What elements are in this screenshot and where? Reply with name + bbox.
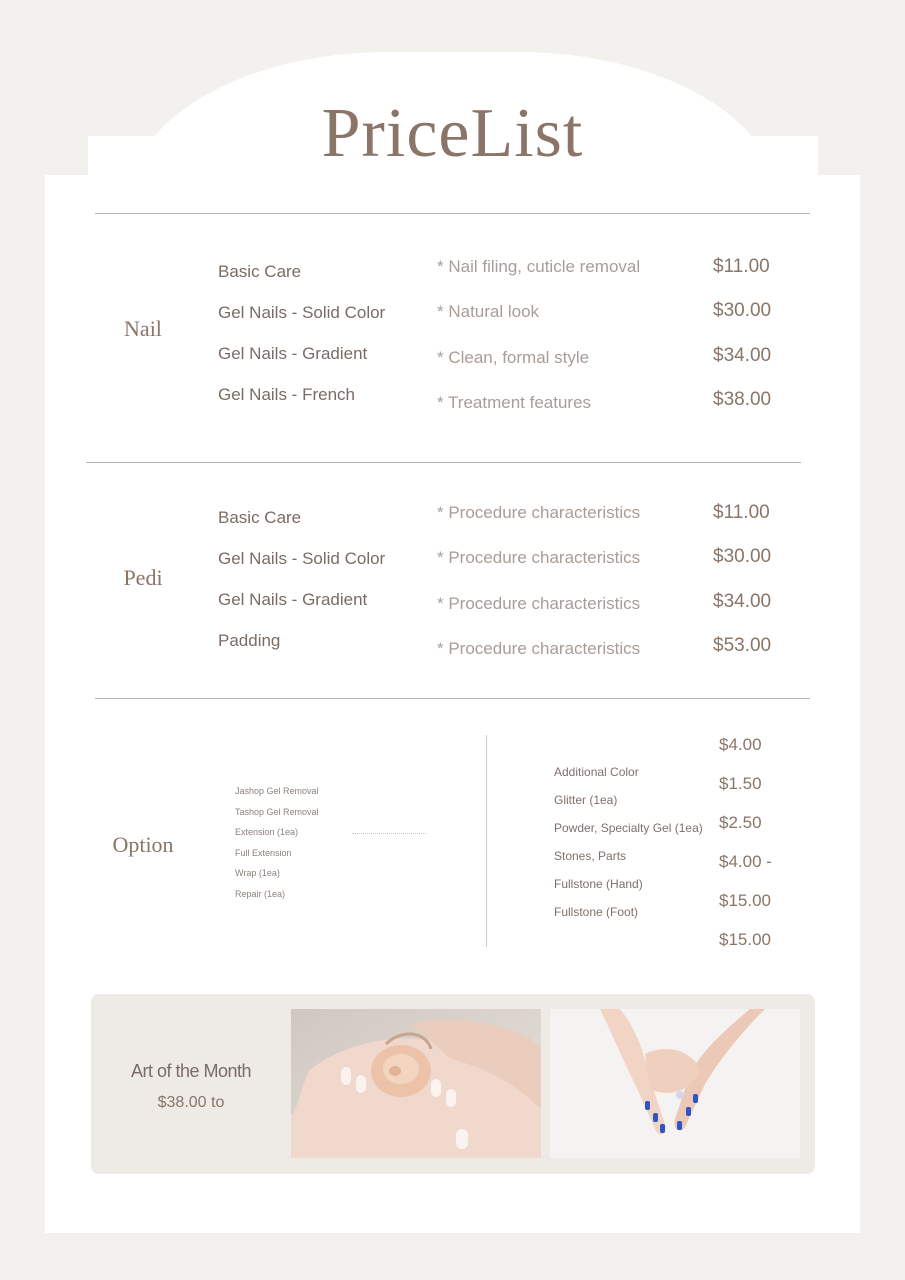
option-item: Extension (1ea)	[235, 827, 299, 837]
option-price: $15.00	[719, 930, 771, 949]
service-name: Gel Nails - Solid Color	[218, 549, 386, 568]
option-item: Jashop Gel Removal	[235, 786, 319, 796]
page-title: PriceList	[321, 95, 584, 172]
feature-title: Art of the Month	[130, 1061, 252, 1081]
service-name: Padding	[218, 631, 281, 650]
service-price: $30.00	[713, 300, 772, 321]
option-price: $1.50	[719, 774, 762, 793]
dotted-leader	[352, 833, 426, 834]
option-price: $15.00	[719, 891, 771, 910]
photo-hands-rose-image	[291, 1009, 541, 1158]
option-item: Additional Color	[554, 765, 639, 779]
option-price: $2.50	[719, 813, 762, 832]
photo-blue-nails-image	[550, 1009, 800, 1158]
option-item: Tashop Gel Removal	[235, 807, 319, 817]
service-description: * Nail filing, cuticle removal	[437, 257, 641, 276]
service-price: $11.00	[713, 502, 770, 523]
service-price: $11.00	[713, 256, 770, 277]
divider-bottom	[95, 698, 810, 699]
service-price: $53.00	[713, 635, 772, 656]
option-item: Fullstone (Foot)	[554, 905, 639, 919]
service-description: * Natural look	[437, 302, 540, 321]
option-item: Glitter (1ea)	[554, 793, 618, 807]
service-name: Gel Nails - French	[218, 385, 355, 404]
service-name: Gel Nails - Solid Color	[218, 303, 386, 322]
category-nail: Nail	[124, 316, 162, 341]
service-description: * Procedure characteristics	[437, 639, 641, 658]
service-description: * Procedure characteristics	[437, 503, 641, 522]
photo-blue-nails	[550, 1009, 800, 1158]
option-item: Repair (1ea)	[235, 889, 286, 899]
service-description: * Procedure characteristics	[437, 548, 641, 567]
divider-middle	[86, 462, 801, 463]
service-description: * Clean, formal style	[437, 348, 590, 367]
service-name: Basic Care	[218, 262, 302, 281]
service-name: Basic Care	[218, 508, 302, 527]
service-description: * Treatment features	[437, 393, 592, 412]
service-price: $34.00	[713, 345, 772, 366]
feature-price: $38.00 to	[157, 1094, 225, 1111]
option-price: $4.00	[719, 735, 762, 754]
option-item: Full Extension	[235, 848, 292, 858]
photo-hands-rose	[291, 1009, 541, 1158]
category-option: Option	[112, 832, 174, 857]
option-item: Stones, Parts	[554, 849, 627, 863]
service-name: Gel Nails - Gradient	[218, 590, 368, 609]
option-item: Fullstone (Hand)	[554, 877, 643, 891]
service-price: $38.00	[713, 389, 772, 410]
service-price: $30.00	[713, 546, 772, 567]
option-column-divider	[486, 735, 487, 947]
service-price: $34.00	[713, 591, 772, 612]
service-name: Gel Nails - Gradient	[218, 344, 368, 363]
divider-top	[95, 213, 810, 214]
service-description: * Procedure characteristics	[437, 594, 641, 613]
option-item: Powder, Specialty Gel (1ea)	[554, 821, 703, 835]
category-pedi: Pedi	[123, 565, 163, 590]
option-item: Wrap (1ea)	[235, 868, 280, 878]
option-price: $4.00 -	[719, 852, 772, 871]
